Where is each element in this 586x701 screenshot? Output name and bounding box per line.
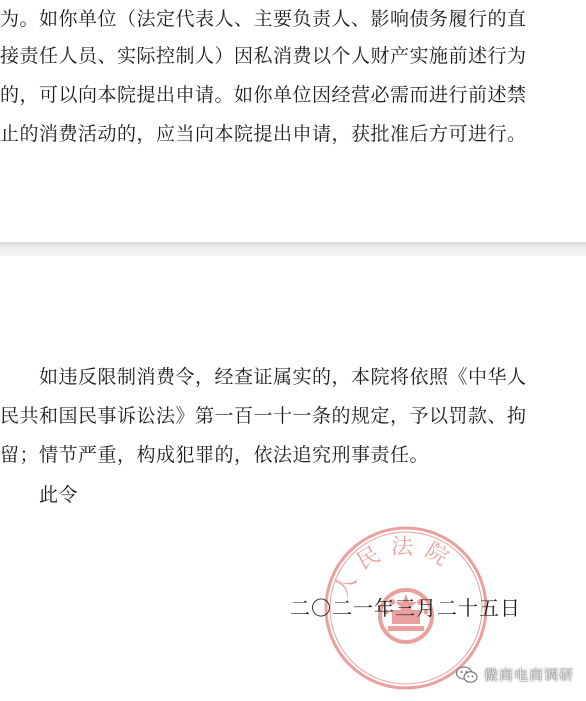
text-line-1: 为。如你单位（法定代表人、主要负责人、影响债务履行的直 (0, 8, 527, 30)
text-line-4: 止的消费活动的，应当向本院提出申请，获批准后方可进行。 (0, 123, 527, 145)
seal-text: 人民法院 (329, 534, 461, 602)
page-break (0, 242, 586, 256)
text-line-2: 接责任人员、实际控制人）因私消费以个人财产实施前述行为 (0, 45, 527, 67)
watermark (456, 662, 574, 688)
watermark-text: 微商电商调研 (484, 668, 574, 684)
issue-date: 二〇二一年三月二十五日 (290, 596, 521, 620)
text-line-5: 如违反限制消费令，经查证属实的，本院将依照《中华人 (0, 366, 527, 388)
document-page-2 (0, 256, 586, 701)
wechat-icon (456, 666, 478, 684)
text-line-3: 的，可以向本院提出申请。如你单位因经营必需而进行前述禁 (0, 84, 527, 106)
text-line-6: 民共和国民事诉讼法》第一百一十一条的规定，予以罚款、拘 (0, 405, 527, 427)
document-page-1 (0, 0, 586, 242)
order-closing: 此令 (0, 484, 79, 506)
text-line-7: 留；情节严重，构成犯罪的，依法追究刑事责任。 (0, 444, 430, 466)
